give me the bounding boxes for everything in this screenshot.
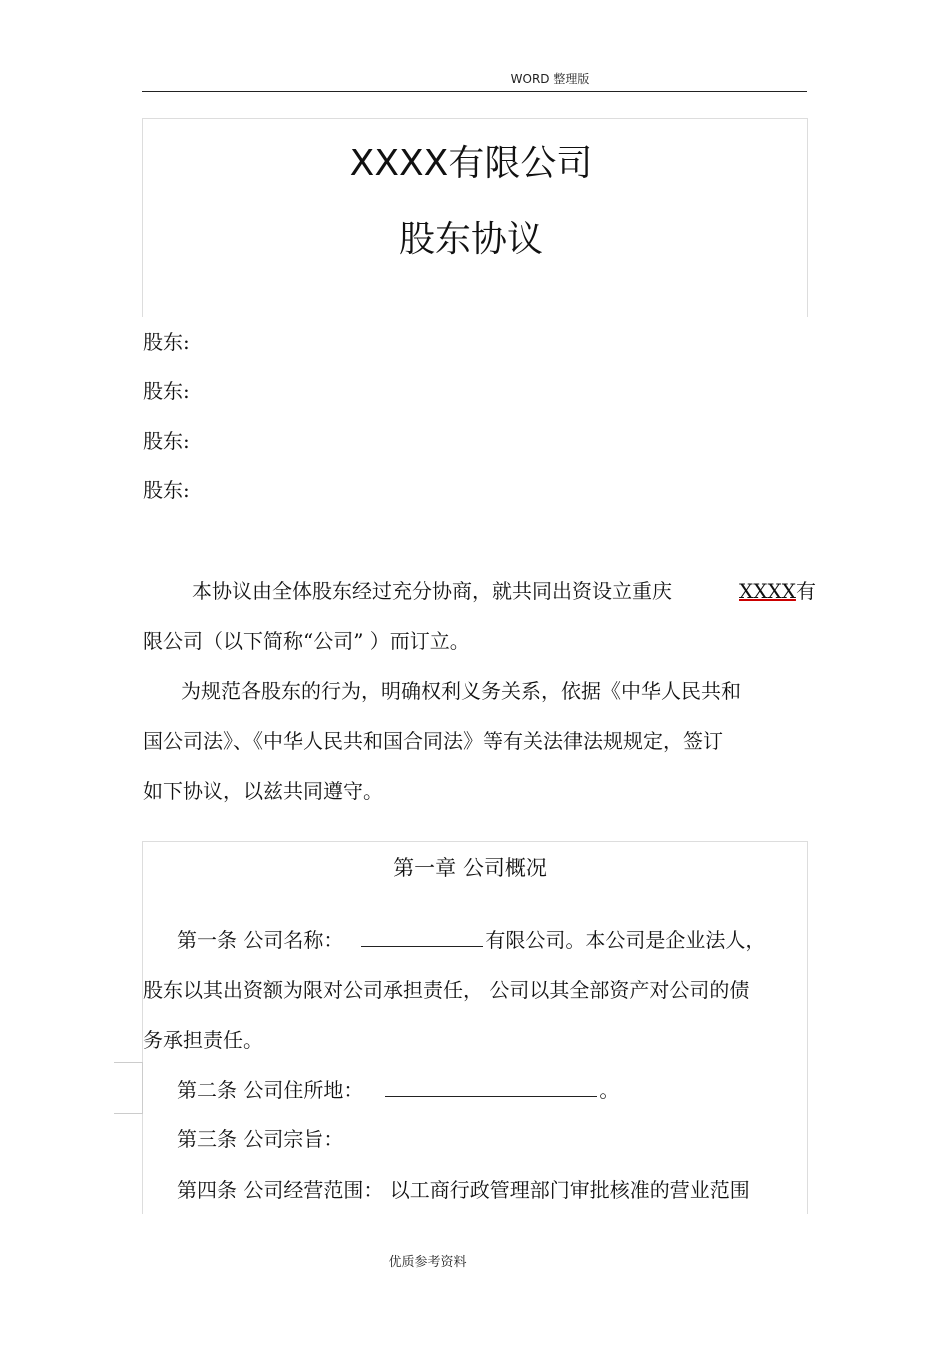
article-2 [177,1075,619,1105]
intro-p2-line2: 国公司法》、《中华人民共和国合同法》等有关法律法规规定，签订 [143,729,723,753]
company-name-placeholder: XXXX [739,579,796,603]
article-2-label: 第二条 公司住所地： [177,1078,364,1102]
article-1-text: 有限公司。本公司是企业法人， [485,928,766,952]
page-footer: 优质参考资料 [388,1255,467,1270]
article-4: 第四条 公司经营范围： 以工商行政管理部门审批核准的营业范围 [177,1178,750,1202]
chapter-title: 第一章 公司概况 [393,856,547,880]
intro-p2-line3: 如下协议，以兹共同遵守。 [143,779,383,803]
article-1-line1 [177,925,765,955]
intro-p1-text: 本协议由全体股东经过充分协商，就共同出资设立重庆 [192,579,672,603]
shareholder-line: 股东: [143,330,190,354]
page-header: WORD 整理版 [510,72,590,86]
article-1-line3: 务承担责任。 [143,1028,263,1052]
shareholder-line: 股东: [143,379,190,403]
company-name-blank[interactable] [361,926,483,947]
article-1-label: 第一条 公司名称： [177,928,344,952]
shareholder-line: 股东: [143,478,190,502]
margin-marker [114,1062,143,1114]
intro-p1-you: 有 [795,579,816,603]
intro-p1-line1 [192,576,672,606]
shareholder-line: 股东: [143,429,190,453]
company-title: XXXX有限公司 [349,143,593,184]
document-title: 股东协议 [398,219,543,260]
address-blank[interactable] [385,1076,597,1097]
intro-company-placeholder [739,576,816,606]
intro-p1-line2: 限公司（以下简称“公司” ）而订立。 [143,629,470,653]
article-1-line2: 股东以其出资额为限对公司承担责任， 公司以其全部资产对公司的债 [143,978,750,1002]
intro-p2-line1: 为规范各股东的行为，明确权利义务关系，依据《中华人民共和 [181,679,741,703]
article-3: 第三条 公司宗旨： [177,1127,344,1151]
article-2-end: 。 [599,1078,620,1102]
header-divider [142,91,807,92]
